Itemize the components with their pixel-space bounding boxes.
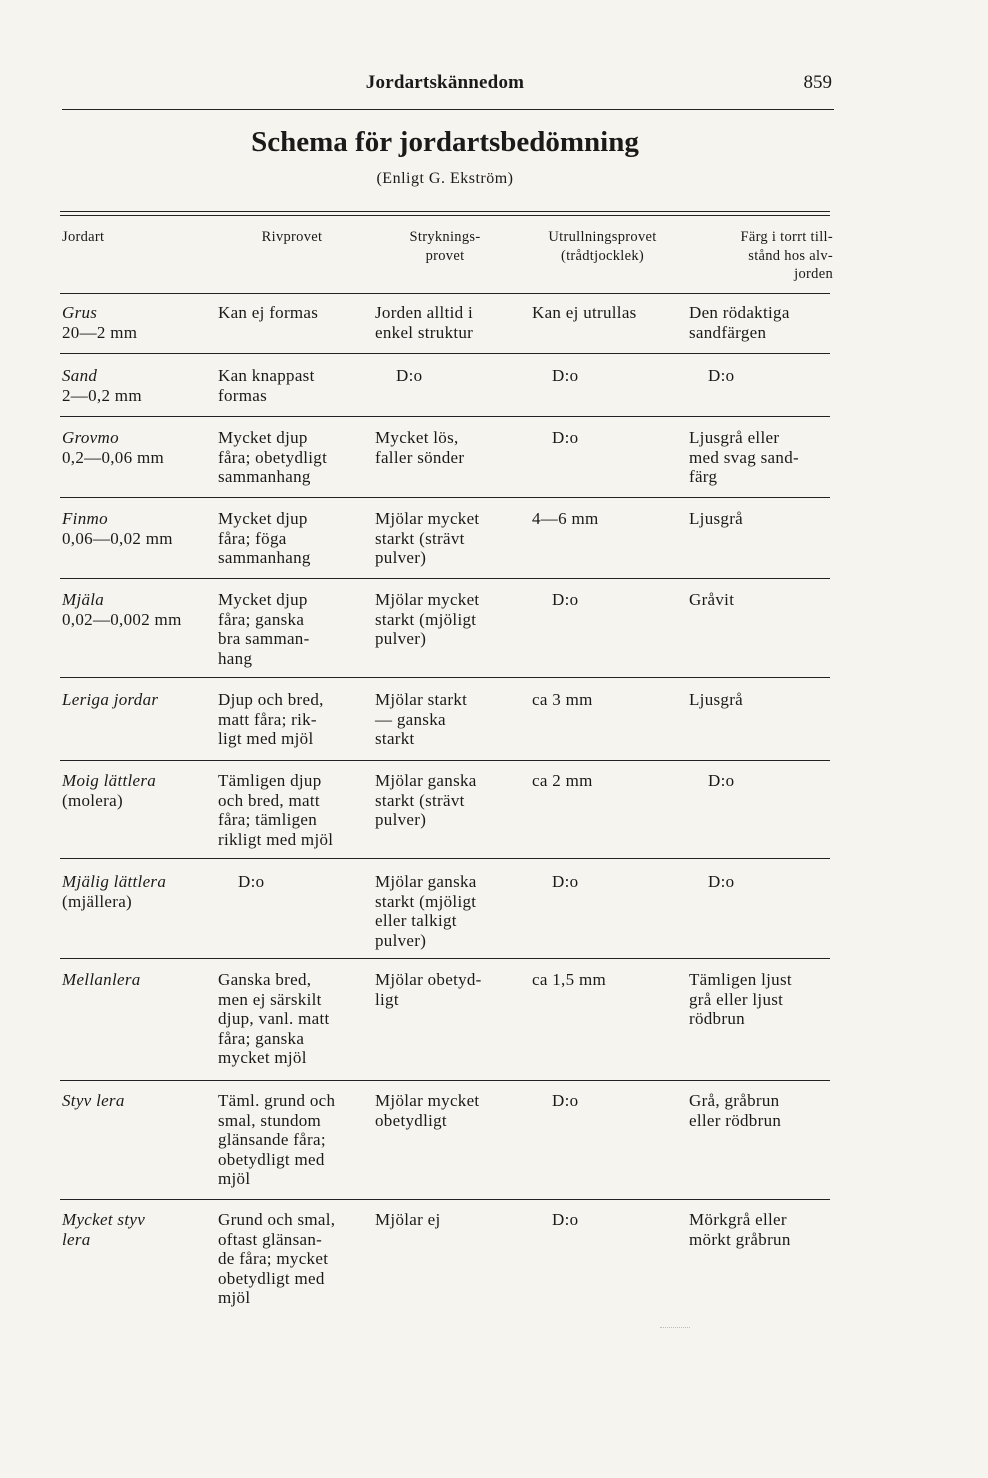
farg-cell: D:o (708, 366, 735, 385)
grain-size: 20—2 mm (62, 322, 138, 342)
row-separator (60, 1080, 830, 1081)
grain-size: (mjällera) (62, 891, 133, 911)
row-separator (60, 497, 830, 498)
utrullningsprovet-cell: D:o (552, 1091, 579, 1110)
soil-type-name: Finmo (62, 509, 108, 528)
row-separator (60, 760, 830, 761)
strykningsprovet-cell: Jorden alltid i enkel struktur (375, 303, 474, 342)
soil-type-cell (62, 970, 212, 990)
rivprovet-cell: Mycket djup fåra; obetydligt sammanhang (218, 428, 328, 486)
column-header-farg: Färg i torrt till- stånd hos alv- jorden (740, 229, 833, 282)
column-header-utrullningsprovet: Utrullningsprovet (trådtjocklek) (548, 229, 657, 264)
farg-cell: Ljusgrå (689, 509, 744, 528)
page-mark (660, 1327, 690, 1328)
row-separator (60, 1199, 830, 1200)
soil-type-name: Mycket styv lera (62, 1210, 146, 1249)
grain-size: 0,06—0,02 mm (62, 528, 173, 548)
farg-cell: Ljusgrå eller med svag sand- färg (689, 428, 799, 486)
soil-type-name: Moig lättlera (62, 771, 157, 790)
soil-type-cell (62, 303, 212, 342)
soil-type-cell (62, 366, 212, 405)
soil-type-cell (62, 428, 212, 467)
strykningsprovet-cell: Mjölar ganska starkt (mjöligt eller talkigt pulver) (375, 872, 477, 950)
row-separator (60, 858, 830, 859)
soil-type-cell (62, 1091, 212, 1111)
soil-type-name: Mjäla (62, 590, 105, 609)
soil-type-cell (62, 590, 212, 629)
utrullningsprovet-cell: 4—6 mm (532, 509, 599, 528)
header-rule (62, 109, 834, 110)
rivprovet-cell: Täml. grund och smal, stundom glänsande fåra; obetydligt med mjöl (218, 1091, 336, 1188)
row-separator (60, 416, 830, 417)
column-header-rivprovet: Rivprovet (261, 229, 323, 245)
soil-type-name: Styv lera (62, 1091, 125, 1110)
rivprovet-cell: Ganska bred, men ej särskilt djup, vanl. matt fåra; ganska mycket mjöl (218, 970, 330, 1067)
strykningsprovet-cell: Mjölar ganska starkt (strävt pulver) (375, 771, 477, 829)
rivprovet-cell: Mycket djup fåra; ganska bra samman- hang (218, 590, 310, 668)
column-header-jordart: Jordart (62, 229, 105, 245)
soil-type-cell (62, 690, 212, 710)
utrullningsprovet-cell: D:o (552, 366, 579, 385)
table-top-rule (60, 211, 830, 212)
soil-type-cell (62, 1210, 212, 1249)
farg-cell: Mörkgrå eller mörkt gråbrun (689, 1210, 791, 1249)
utrullningsprovet-cell: ca 1,5 mm (532, 970, 606, 989)
row-separator (60, 958, 830, 959)
utrullningsprovet-cell: ca 3 mm (532, 690, 593, 709)
soil-type-name: Mjälig lättlera (62, 872, 167, 891)
rivprovet-cell: Mycket djup fåra; föga sammanhang (218, 509, 311, 567)
soil-type-name: Leriga jordar (62, 690, 159, 709)
grain-size: 0,2—0,06 mm (62, 447, 164, 467)
rivprovet-cell: Grund och smal, oftast glänsan- de fåra; mycket obetydligt med mjöl (218, 1210, 336, 1307)
farg-cell: D:o (708, 771, 735, 790)
strykningsprovet-cell: Mjölar ej (375, 1210, 441, 1229)
farg-cell: Ljusgrå (689, 690, 744, 709)
utrullningsprovet-cell: D:o (552, 872, 579, 891)
strykningsprovet-cell: Mjölar starkt — ganska starkt (375, 690, 468, 748)
strykningsprovet-cell: Mycket lös, faller sönder (375, 428, 465, 467)
header-bottom-rule (60, 293, 830, 294)
soil-type-name: Grus (62, 303, 98, 322)
rivprovet-cell: Djup och bred, matt fåra; rik- ligt med mjöl (218, 690, 324, 748)
soil-type-name: Grovmo (62, 428, 119, 447)
farg-cell: Den rödaktiga sandfärgen (689, 303, 790, 342)
page-title: Schema för jordartsbedömning (251, 126, 639, 158)
farg-cell: Tämligen ljust grå eller ljust rödbrun (689, 970, 792, 1028)
farg-cell: D:o (708, 872, 735, 891)
farg-cell: Gråvit (689, 590, 735, 609)
rivprovet-cell: Kan ej formas (218, 303, 319, 322)
strykningsprovet-cell: Mjölar mycket obetydligt (375, 1091, 480, 1130)
utrullningsprovet-cell: Kan ej utrullas (532, 303, 637, 322)
grain-size: (molera) (62, 790, 123, 810)
strykningsprovet-cell: Mjölar mycket starkt (mjöligt pulver) (375, 590, 480, 648)
farg-cell: Grå, gråbrun eller rödbrun (689, 1091, 782, 1130)
grain-size: 2—0,2 mm (62, 385, 142, 405)
running-title: Jordartskännedom (365, 72, 525, 93)
rivprovet-cell: Tämligen djup och bred, matt fåra; tämligen rikligt med mjöl (218, 771, 334, 849)
page-subtitle: (Enligt G. Ekström) (376, 170, 514, 187)
utrullningsprovet-cell: D:o (552, 590, 579, 609)
soil-type-name: Sand (62, 366, 98, 385)
strykningsprovet-cell: Mjölar mycket starkt (strävt pulver) (375, 509, 480, 567)
soil-type-name: Mellanlera (62, 970, 141, 989)
column-header-strykningsprovet: Stryknings- provet (409, 229, 481, 264)
utrullningsprovet-cell: D:o (552, 428, 579, 447)
page-number: 859 (803, 72, 832, 93)
row-separator (60, 353, 830, 354)
rivprovet-cell: D:o (238, 872, 265, 891)
utrullningsprovet-cell: D:o (552, 1210, 579, 1229)
grain-size: 0,02—0,002 mm (62, 609, 182, 629)
row-separator (60, 578, 830, 579)
soil-type-cell (62, 771, 212, 810)
row-separator (60, 677, 830, 678)
strykningsprovet-cell: Mjölar obetyd- ligt (375, 970, 482, 1009)
rivprovet-cell: Kan knappast formas (218, 366, 315, 405)
soil-type-cell (62, 872, 212, 911)
utrullningsprovet-cell: ca 2 mm (532, 771, 593, 790)
soil-type-cell (62, 509, 212, 548)
strykningsprovet-cell: D:o (396, 366, 423, 385)
